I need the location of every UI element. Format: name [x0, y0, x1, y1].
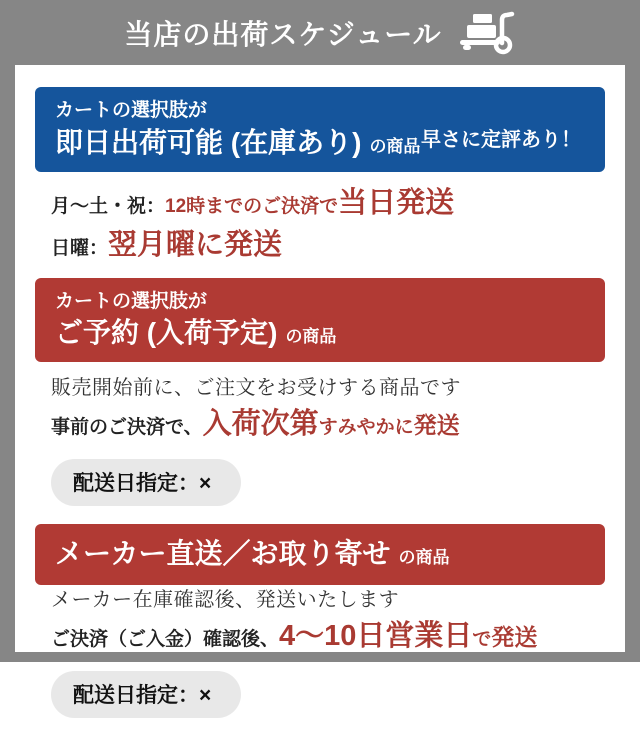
note-segment: 日曜： [51, 238, 109, 260]
note-segment: 12時までのご決済で [165, 195, 339, 217]
preorder-notes [51, 375, 605, 444]
banner-topline: カートの選択肢が [55, 100, 208, 121]
banner-preorder [35, 278, 605, 363]
page-title: 当店の出荷スケジュール [124, 18, 442, 50]
speed-reputation-badge: 早さに定評あり！ [421, 128, 581, 151]
note-segment: 事前のご決済で、 [51, 417, 203, 439]
note-segment: 販売開始前に、ご注文をお受けする商品です [51, 377, 461, 400]
note-segment: 発送 [413, 412, 460, 439]
note-line [51, 406, 605, 444]
note-segment: メーカー在庫確認後、発送いたします [51, 589, 400, 612]
banner-direct-shipment [35, 524, 605, 585]
banner-title: ご予約 (入荷予定) [55, 317, 278, 349]
note-segment: すみやかに [318, 417, 414, 439]
delivery-date-unavailable-pill: 配送日指定：× [51, 671, 241, 718]
note-line [51, 227, 605, 265]
note-line [51, 185, 605, 223]
direct-shipment-notes [51, 587, 605, 656]
note-segment: 当日発送 [338, 186, 455, 219]
content-panel [15, 65, 625, 707]
note-segment: 発送 [491, 624, 538, 651]
note-line [51, 587, 605, 613]
header-bar [0, 0, 640, 65]
note-segment: 月〜土・祝： [51, 195, 166, 217]
banner-text [55, 97, 420, 160]
banner-title: メーカー直送／お取り寄せ [55, 538, 391, 570]
delivery-date-unavailable-pill: 配送日指定：× [51, 459, 241, 506]
luggage-cart-icon [458, 11, 516, 55]
banner-suffix: の商品 [398, 548, 450, 568]
banner-same-day-shipping [35, 87, 605, 172]
note-segment: ご決済（ご入金）確認後、 [51, 629, 280, 651]
banner-topline: カートの選択肢が [55, 290, 208, 312]
same-day-shipping-notes [51, 185, 605, 265]
note-segment: 入荷次第 [202, 408, 319, 441]
note-segment: で [472, 629, 492, 651]
note-segment: 4〜10日営業日 [279, 620, 473, 653]
banner-suffix: の商品 [285, 327, 337, 347]
banner-title: 即日出荷可能 (在庫あり) [55, 126, 362, 158]
banner-suffix: の商品 [369, 136, 421, 156]
note-line [51, 618, 605, 656]
note-segment: 翌月曜に発送 [108, 229, 283, 262]
note-line [51, 375, 605, 401]
